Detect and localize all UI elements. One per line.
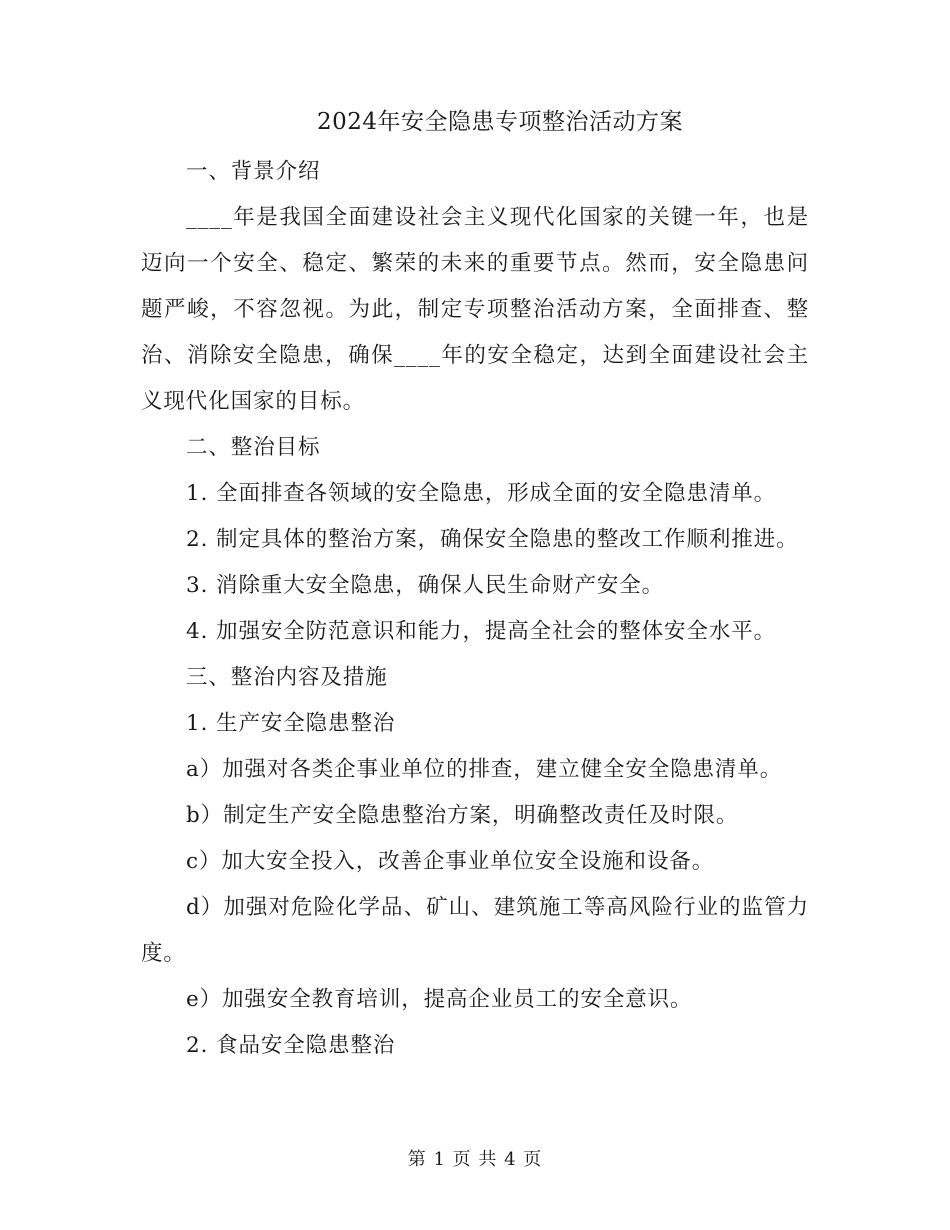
goal-item-3: 3. 消除重大安全隐患，确保人民生命财产安全。 <box>186 573 665 598</box>
goal-item-4: 4. 加强安全防范意识和能力，提高全社会的整体安全水平。 <box>186 619 777 644</box>
section-heading-measures: 三、整治内容及措施 <box>186 665 388 690</box>
goal-item-2: 2. 制定具体的整治方案，确保安全隐患的整改工作顺利推进。 <box>186 527 799 552</box>
measure-item-d: d）加强对危险化学品、矿山、建筑施工等高风险行业的监管力度。 <box>141 895 809 966</box>
goal-item-1: 1. 全面排查各领域的安全隐患，形成全面的安全隐患清单。 <box>186 481 777 506</box>
background-paragraph: ____年是我国全面建设社会主义现代化国家的关键一年，也是迈向一个安全、稳定、繁荣的未来的重要节点。然而，安全隐患问题严峻，不容忽视。为此，制定专项整治活动方案，全面排查、整治、消除安全隐患，确保____年的安全稳定，达到全面建设社会主义现代化国家的目标。 <box>141 205 809 414</box>
document-body <box>141 149 809 1069</box>
page-footer: 第 1 页 共 4 页 <box>407 1149 543 1170</box>
measure-item-a: a）加强对各类企事业单位的排查，建立健全安全隐患清单。 <box>186 757 783 782</box>
subsection-heading-food: 2. 食品安全隐患整治 <box>186 1033 396 1058</box>
document-title: 2024年安全隐患专项整治活动方案 <box>316 109 684 135</box>
subsection-heading-production: 1. 生产安全隐患整治 <box>186 711 396 736</box>
measure-item-c: c）加大安全投入，改善企事业单位安全设施和设备。 <box>186 849 715 874</box>
measure-item-e: e）加强安全教育培训，提高企业员工的安全意识。 <box>186 987 693 1012</box>
measure-item-b: b）制定生产安全隐患整治方案，明确整改责任及时限。 <box>186 803 739 828</box>
section-heading-background: 一、背景介绍 <box>186 159 321 184</box>
section-heading-goals: 二、整治目标 <box>186 435 321 460</box>
